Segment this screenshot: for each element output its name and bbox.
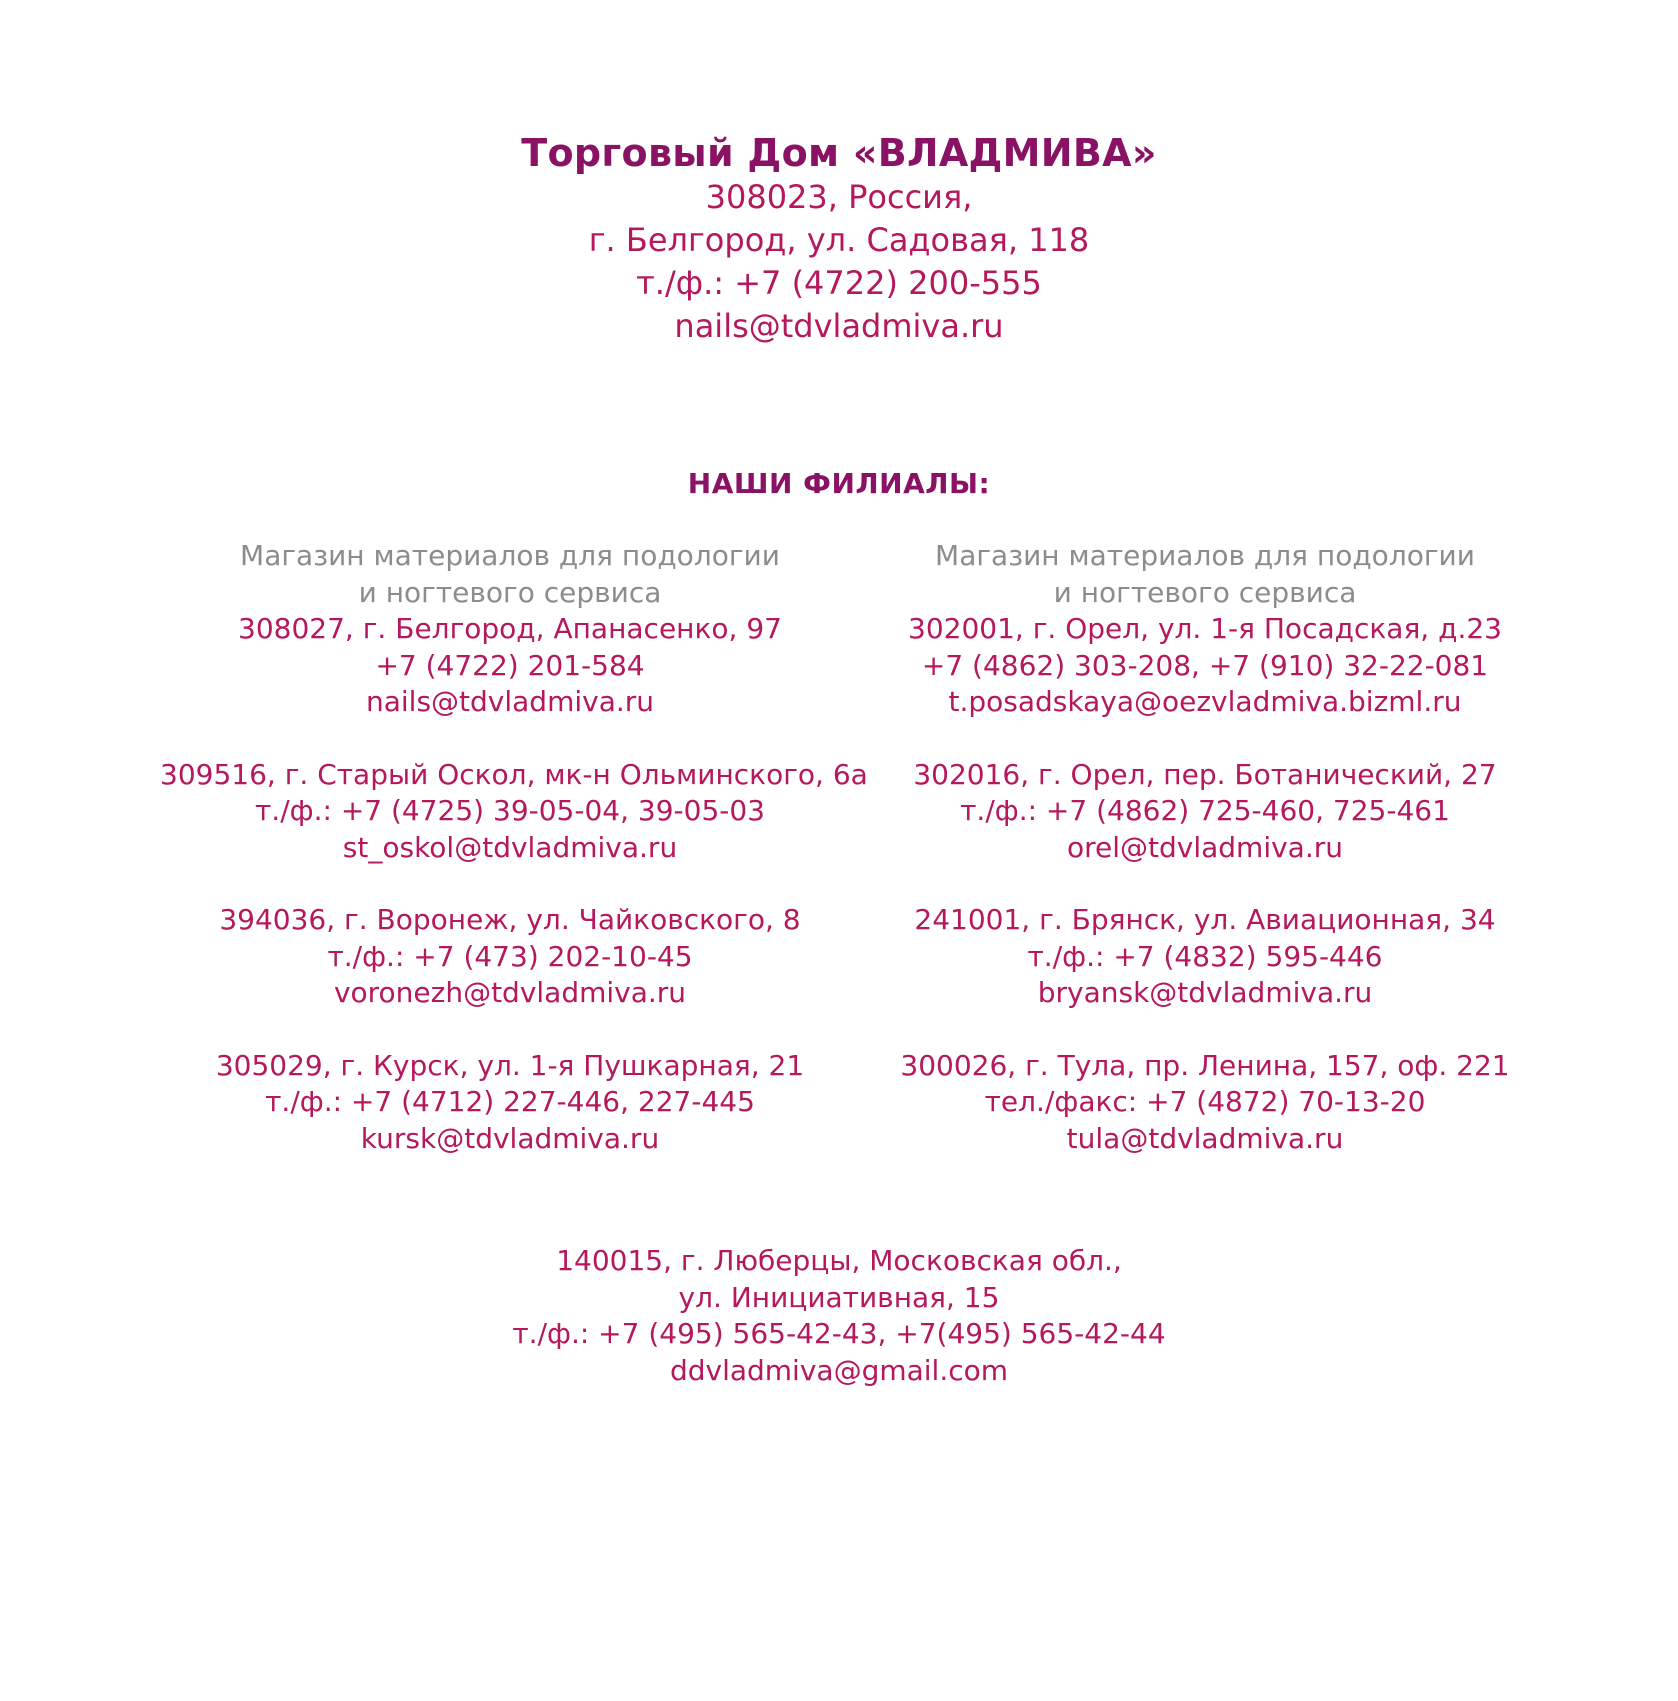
shop-description-line: Магазин материалов для подологии	[935, 539, 1475, 572]
branch-orel-botanichesky	[855, 757, 1555, 867]
branch-email[interactable]: nails@tdvladmiva.ru	[365, 685, 655, 718]
branch-voronezh	[160, 902, 860, 1012]
branch-phone: т./ф.: +7 (495) 565-42-43, +7(495) 565-42-44	[512, 1317, 1166, 1350]
hq-email[interactable]: nails@tdvladmiva.ru	[674, 307, 1004, 345]
hq-postal-country: 308023, Россия,	[705, 178, 973, 216]
branch-bryansk	[855, 902, 1555, 1012]
shop-description-line: и ногтевого сервиса	[358, 575, 662, 609]
branch-address: 241001, г. Брянск, ул. Авиационная, 34	[914, 903, 1496, 936]
branch-lyubertsy	[0, 1243, 1678, 1389]
branch-address: 394036, г. Воронеж, ул. Чайковского, 8	[219, 903, 801, 936]
branch-address: 309516, г. Старый Оскол, мк-н Ольминского, 6а	[160, 757, 868, 791]
branch-email[interactable]: voronezh@tdvladmiva.ru	[333, 976, 687, 1009]
company-title: Торговый Дом «ВЛАДМИВА»	[521, 131, 1157, 175]
branch-stary-oskol	[160, 757, 868, 867]
branch-email[interactable]: orel@tdvladmiva.ru	[1066, 830, 1343, 864]
branch-email[interactable]: ddvladmiva@gmail.com	[669, 1353, 1009, 1387]
branch-phone: т./ф.: +7 (4832) 595-446	[1027, 939, 1383, 973]
branch-belgorod	[160, 611, 860, 721]
hq-phone: т./ф.: +7 (4722) 200-555	[636, 264, 1042, 302]
branch-email[interactable]: st_oskol@tdvladmiva.ru	[342, 830, 678, 864]
branch-tula	[855, 1048, 1555, 1158]
branch-address: 308027, г. Белгород, Апанасенко, 97	[238, 612, 782, 645]
branch-orel-posadskaya	[855, 611, 1555, 721]
branch-phone: +7 (4722) 201-584	[375, 648, 645, 682]
branch-phone: т./ф.: +7 (4712) 227-446, 227-445	[265, 1085, 755, 1118]
shop-description-line: и ногтевого сервиса	[1053, 575, 1357, 609]
shop-description-line: Магазин материалов для подологии	[240, 539, 780, 572]
branch-phone: т./ф.: +7 (4862) 725-460, 725-461	[960, 794, 1450, 827]
branch-phone: тел./факс: +7 (4872) 70-13-20	[984, 1085, 1426, 1118]
branch-email[interactable]: tula@tdvladmiva.ru	[1066, 1121, 1344, 1155]
branches-heading: НАШИ ФИЛИАЛЫ:	[687, 467, 991, 500]
branches-left-column	[160, 538, 868, 1193]
branch-address: 302016, г. Орел, пер. Ботанический, 27	[913, 757, 1497, 791]
branch-address: 140015, г. Люберцы, Московская обл.,	[556, 1244, 1122, 1277]
branches-right-column	[855, 538, 1555, 1193]
branch-email[interactable]: bryansk@tdvladmiva.ru	[1037, 976, 1373, 1009]
branch-address: 300026, г. Тула, пр. Ленина, 157, оф. 221	[900, 1048, 1510, 1082]
branch-kursk	[160, 1048, 860, 1158]
branch-phone: +7 (4862) 303-208, +7 (910) 32-22-081	[921, 648, 1489, 682]
branch-address-street: ул. Инициативная, 15	[678, 1280, 1000, 1314]
branch-email[interactable]: kursk@tdvladmiva.ru	[360, 1121, 660, 1155]
hq-address: г. Белгород, ул. Садовая, 118	[588, 221, 1090, 259]
headquarters-block	[0, 130, 1678, 348]
branch-address: 302001, г. Орел, ул. 1-я Посадская, д.23	[908, 612, 1502, 645]
branch-address: 305029, г. Курск, ул. 1-я Пушкарная, 21	[215, 1048, 805, 1082]
branch-email[interactable]: t.posadskaya@oezvladmiva.bizml.ru	[948, 685, 1462, 718]
branch-phone: т./ф.: +7 (4725) 39-05-04, 39-05-03	[255, 794, 765, 827]
branch-phone: т./ф.: +7 (473) 202-10-45	[327, 939, 693, 973]
